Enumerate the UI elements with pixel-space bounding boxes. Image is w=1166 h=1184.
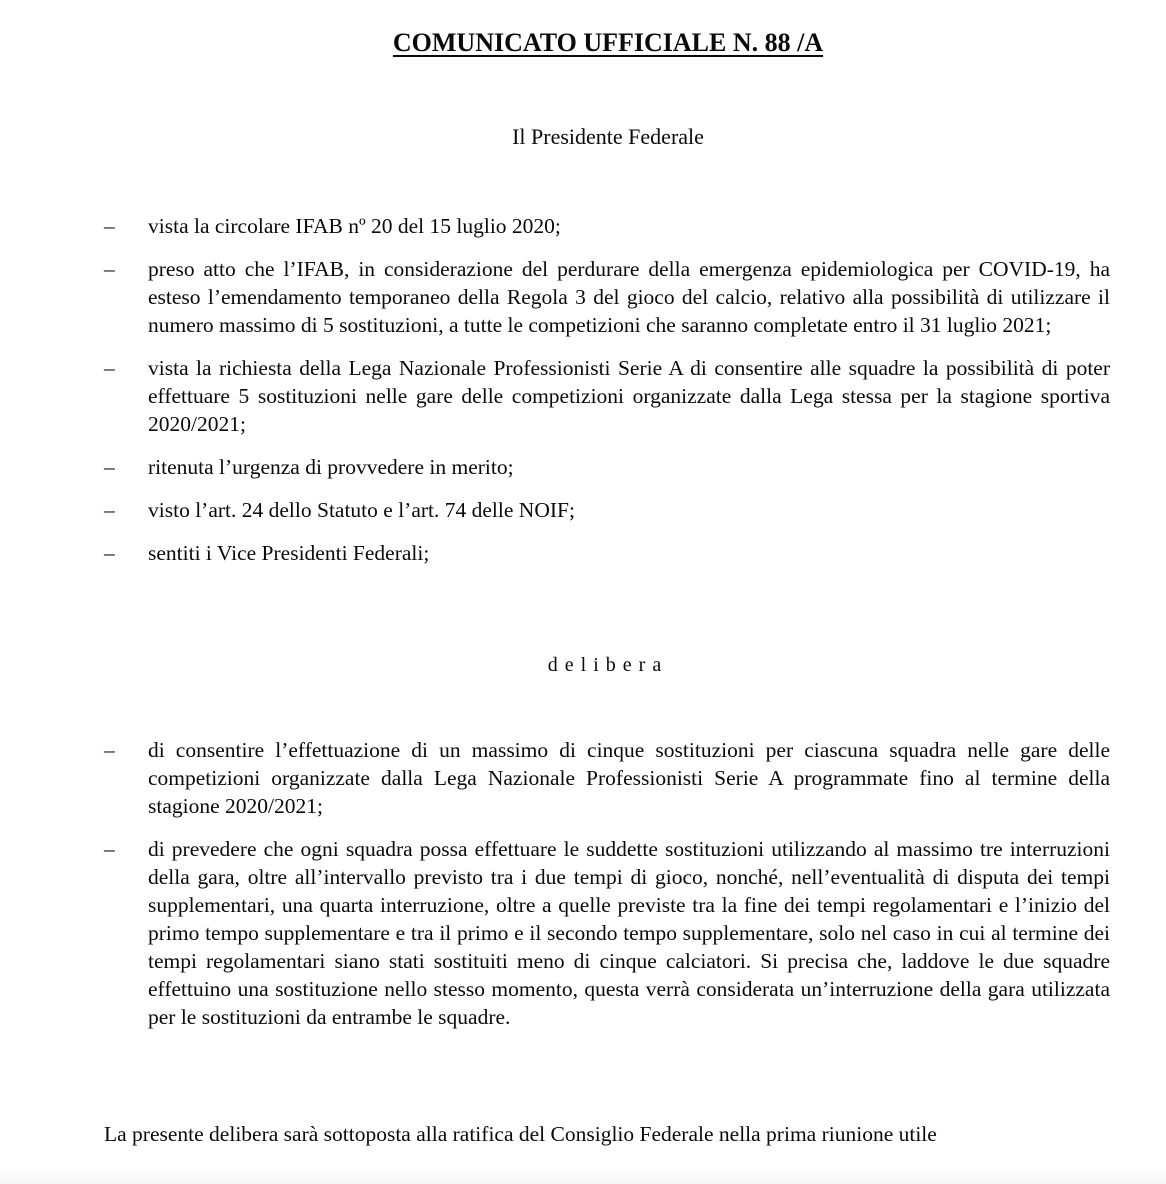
closing-note: La presente delibera sarà sottoposta alla ratifica del Consiglio Federale nella prima riunione utile	[104, 1122, 937, 1146]
dash-bullet-icon: –	[104, 356, 115, 380]
dash-bullet-icon: –	[104, 837, 115, 861]
premise-text: vista la circolare IFAB nº 20 del 15 luglio 2020;	[148, 214, 561, 238]
premise-text: vista la richiesta della Lega Nazionale Professionisti Serie A di consentire alle squadre la possibilità di poter effettuare 5 sostituzioni nelle gare delle competizioni organizzate dalla Lega stessa per la stagione sportiva 2020/2021;	[148, 356, 1110, 436]
premise-text: visto l’art. 24 dello Statuto e l’art. 74 delle NOIF;	[148, 498, 575, 522]
dash-bullet-icon: –	[104, 455, 115, 479]
premise-item	[104, 354, 1110, 438]
premise-text: ritenuta l’urgenza di provvedere in merito;	[148, 455, 514, 479]
issuer-heading: Il Presidente Federale	[512, 124, 704, 149]
decisions-list	[104, 736, 1110, 1046]
decision-item	[104, 835, 1110, 1031]
decision-text: di consentire l’effettuazione di un massimo di cinque sostituzioni per ciascuna squadra nelle gare delle competizioni organizzate dalla Lega Nazionale Professionisti Serie A programmate fino al termine della stagione 2020/2021;	[148, 738, 1110, 818]
premises-list	[104, 212, 1110, 582]
premise-item	[104, 255, 1110, 339]
page-edge-shadow	[0, 1164, 1166, 1184]
premise-item	[104, 212, 1110, 240]
resolution-heading: delibera	[547, 654, 669, 676]
dash-bullet-icon: –	[104, 214, 115, 238]
dash-bullet-icon: –	[104, 257, 115, 281]
premise-item	[104, 539, 1110, 567]
dash-bullet-icon: –	[104, 738, 115, 762]
premise-text: sentiti i Vice Presidenti Federali;	[148, 541, 430, 565]
decision-item	[104, 736, 1110, 820]
document-title: COMUNICATO UFFICIALE N. 88 /A	[392, 28, 824, 57]
decision-text: di prevedere che ogni squadra possa effettuare le suddette sostituzioni utilizzando al massimo tre interruzioni della gara, oltre all’intervallo previsto tra i due tempi di gioco, nonché, nell’eventualità di disputa dei tempi supplementari, una quarta interruzione, oltre a quelle previste tra la fine dei tempi regolamentari e l’inizio del primo tempo supplementare e tra il primo e il secondo tempo supplementare, solo nel caso in cui al termine dei tempi regolamentari siano stati sostituiti meno di cinque calciatori. Si precisa che, laddove le due squadre effettuino una sostituzione nello stesso momento, questa verrà considerata un’interruzione della gara utilizzata per le sostituzioni da entrambe le squadre.	[148, 837, 1110, 1029]
dash-bullet-icon: –	[104, 498, 115, 522]
premise-item	[104, 496, 1110, 524]
premise-text: preso atto che l’IFAB, in considerazione del perdurare della emergenza epidemiologica per COVID-19, ha esteso l’emendamento temporaneo della Regola 3 del gioco del calcio, relativo alla possibilità di utilizzare il numero massimo di 5 sostituzioni, a tutte le competizioni che saranno completate entro il 31 luglio 2021;	[148, 257, 1110, 337]
dash-bullet-icon: –	[104, 541, 115, 565]
premise-item	[104, 453, 1110, 481]
